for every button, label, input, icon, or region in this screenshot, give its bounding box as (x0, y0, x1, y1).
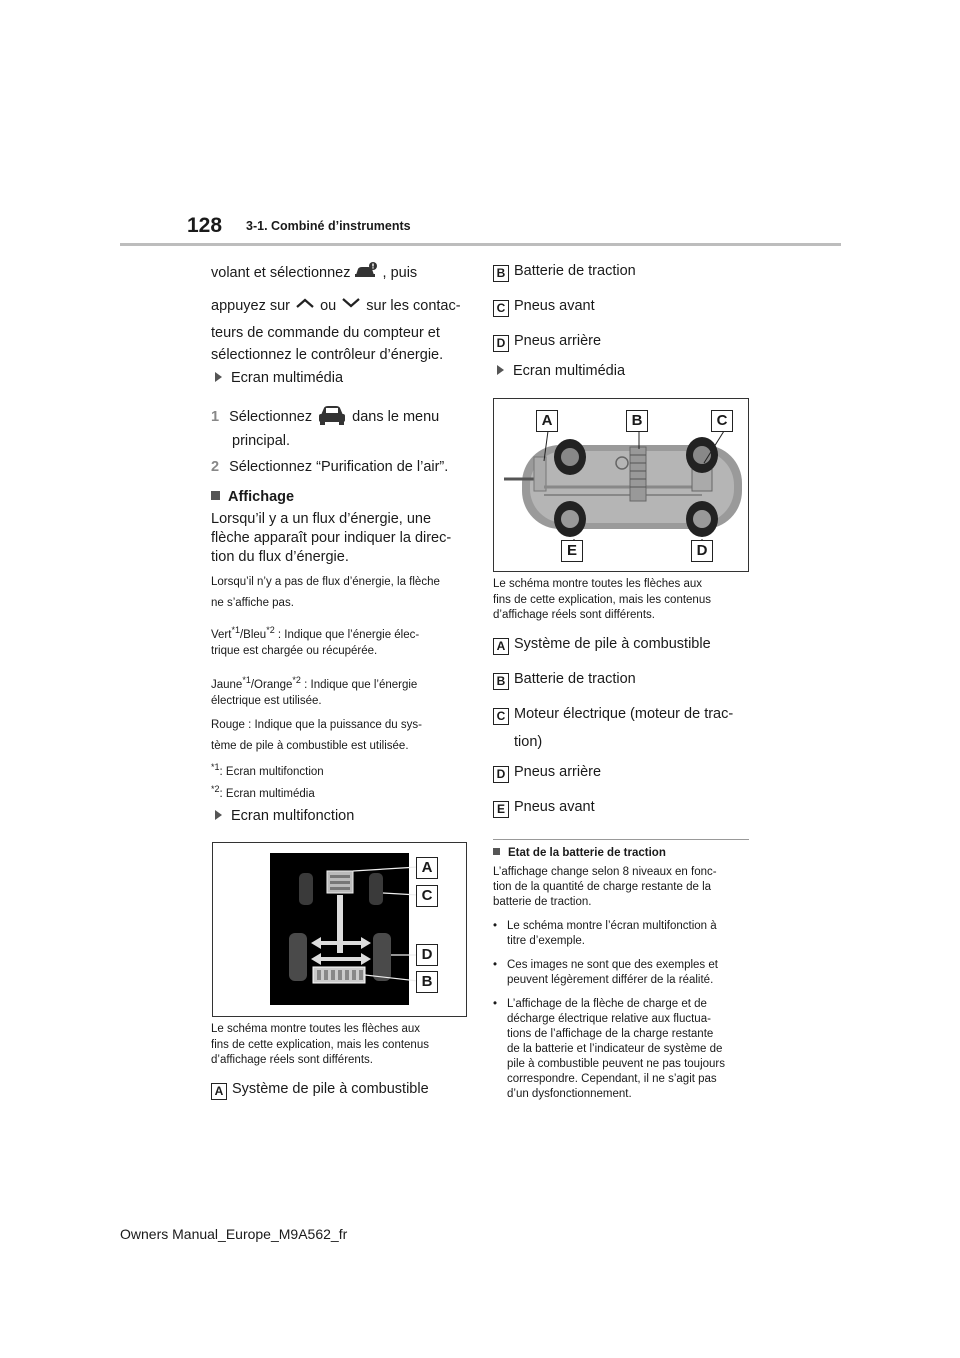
chevron-up-icon (294, 297, 316, 309)
figure-label: C (711, 410, 733, 432)
etat-line-2: tion de la quantité de charge restante de la (493, 881, 712, 893)
section-title: 3-1. Combiné d’instruments (246, 219, 411, 233)
subsection-ecran-multimedia: Ecran multimédia (211, 368, 343, 389)
legend-item: B Batterie de traction (493, 261, 636, 282)
subsection-ecran-multifonction: Ecran multifonction (211, 806, 354, 827)
intro-line-3: teurs de commande du compteur et (211, 325, 440, 341)
triangle-bullet-icon (215, 810, 222, 820)
square-bullet-icon (211, 491, 220, 500)
header-rule (120, 243, 841, 246)
square-bullet-icon (493, 848, 500, 855)
bullet-item: • Ces images ne sont que des exemples et peuvent légèrement différer de la réalité. (493, 959, 718, 986)
vert-line-2: trique est chargée ou récupérée. (211, 645, 378, 657)
chevron-down-icon (340, 297, 362, 309)
legend-item: D Pneus arrière (493, 762, 601, 783)
footnote-2: $^{*2}$: Ecran multimédia (211, 784, 315, 800)
legend-item: C Moteur électrique (moteur de trac- (493, 704, 733, 725)
figure-label: D (691, 540, 713, 562)
aff-line-3: tion du flux d’énergie. (211, 549, 349, 565)
no-flux-line-1: Lorsqu’il n’y a pas de flux d’énergie, la flèche (211, 576, 440, 588)
legend-item: D Pneus arrière (493, 331, 601, 352)
legend-item: A Système de pile à combustible (493, 634, 711, 655)
figure-multimedia (493, 398, 749, 572)
legend-item: E Pneus avant (493, 797, 595, 818)
no-flux-line-2: ne s’affiche pas. (211, 597, 294, 609)
aff-line-1: Lorsqu’il y a un flux d’énergie, une (211, 511, 432, 527)
vert-line-1: Vert$^{*1}$/Bleu$^{*2}$ : Indique que l’énergie élec- (211, 625, 420, 641)
etat-line-3: batterie de traction. (493, 896, 592, 908)
figure-label: B (626, 410, 648, 432)
page-number: 128 (187, 214, 223, 237)
bullet-item: • L’affichage de la flèche de charge et de décharge électrique relative aux fluctua- tions de l’affichage de la charge restante de la batterie et l’indicateur de système de pile à combustible peuvent ne pas toujours correspondre. Cependant, il ne s’agit pas d’un dysfonctionnement. (493, 998, 726, 1100)
intro-line-1: volant et sélectionnez , puis (211, 262, 417, 284)
caption-left-2: fins de cette explication, mais les contenus (211, 1039, 429, 1051)
legend-item-cont: tion) (514, 734, 543, 750)
figure-label: B (416, 971, 438, 993)
figure-label: C (416, 885, 438, 907)
caption-right-1: Le schéma montre toutes les flèches aux (493, 578, 703, 590)
jaune-line-2: électrique est utilisée. (211, 695, 322, 707)
caption-left-3: d’affichage réels sont différents. (211, 1054, 373, 1066)
legend-item: C Pneus avant (493, 296, 595, 317)
figure-label: E (561, 540, 583, 562)
triangle-bullet-icon (215, 372, 222, 382)
figure-label: A (536, 410, 558, 432)
figure-label: D (416, 944, 438, 966)
subsection-ecran-multimedia-right: Ecran multimédia (493, 361, 625, 382)
caption-left-1: Le schéma montre toutes les flèches aux (211, 1023, 421, 1035)
heading-affichage: Affichage (211, 487, 294, 508)
footnote-1: $^{*1}$: Ecran multifonction (211, 762, 324, 778)
rouge-line-1: Rouge : Indique que la puissance du sys- (211, 719, 422, 731)
footer-doc-id: Owners Manual_Europe_M9A562_fr (120, 1226, 348, 1242)
legend-item: A Système de pile à combustible (211, 1079, 429, 1100)
car-icon (316, 403, 348, 427)
step-1-cont: principal. (232, 433, 291, 449)
etat-line-1: L’affichage change selon 8 niveaux en fonc- (493, 866, 717, 878)
jaune-line-1: Jaune$^{*1}$/Orange$^{*2}$ : Indique que l’énergie (211, 675, 418, 691)
step-1: 1 Sélectionnez dans le menu (211, 403, 439, 428)
heading-etat: Etat de la batterie de traction (493, 846, 666, 861)
figure-label: A (416, 857, 438, 879)
rouge-line-2: tème de pile à combustible est utilisée. (211, 740, 409, 752)
section-rule (493, 839, 749, 840)
triangle-bullet-icon (497, 365, 504, 375)
bullet-item: • Le schéma montre l’écran multifonction à titre d’exemple. (493, 920, 717, 947)
car-info-icon (354, 262, 378, 280)
caption-right-3: d’affichage réels sont différents. (493, 609, 655, 621)
legend-item: B Batterie de traction (493, 669, 636, 690)
aff-line-2: flèche apparaît pour indiquer la direc- (211, 530, 452, 546)
step-2: 2 Sélectionnez “Purification de l’air”. (211, 459, 449, 475)
intro-line-4: sélectionnez le contrôleur d’énergie. (211, 347, 444, 363)
intro-line-2: appuyez sur ou sur les contac- (211, 298, 461, 314)
caption-right-2: fins de cette explication, mais les contenus (493, 594, 711, 606)
figure-multifonction (212, 842, 467, 1017)
